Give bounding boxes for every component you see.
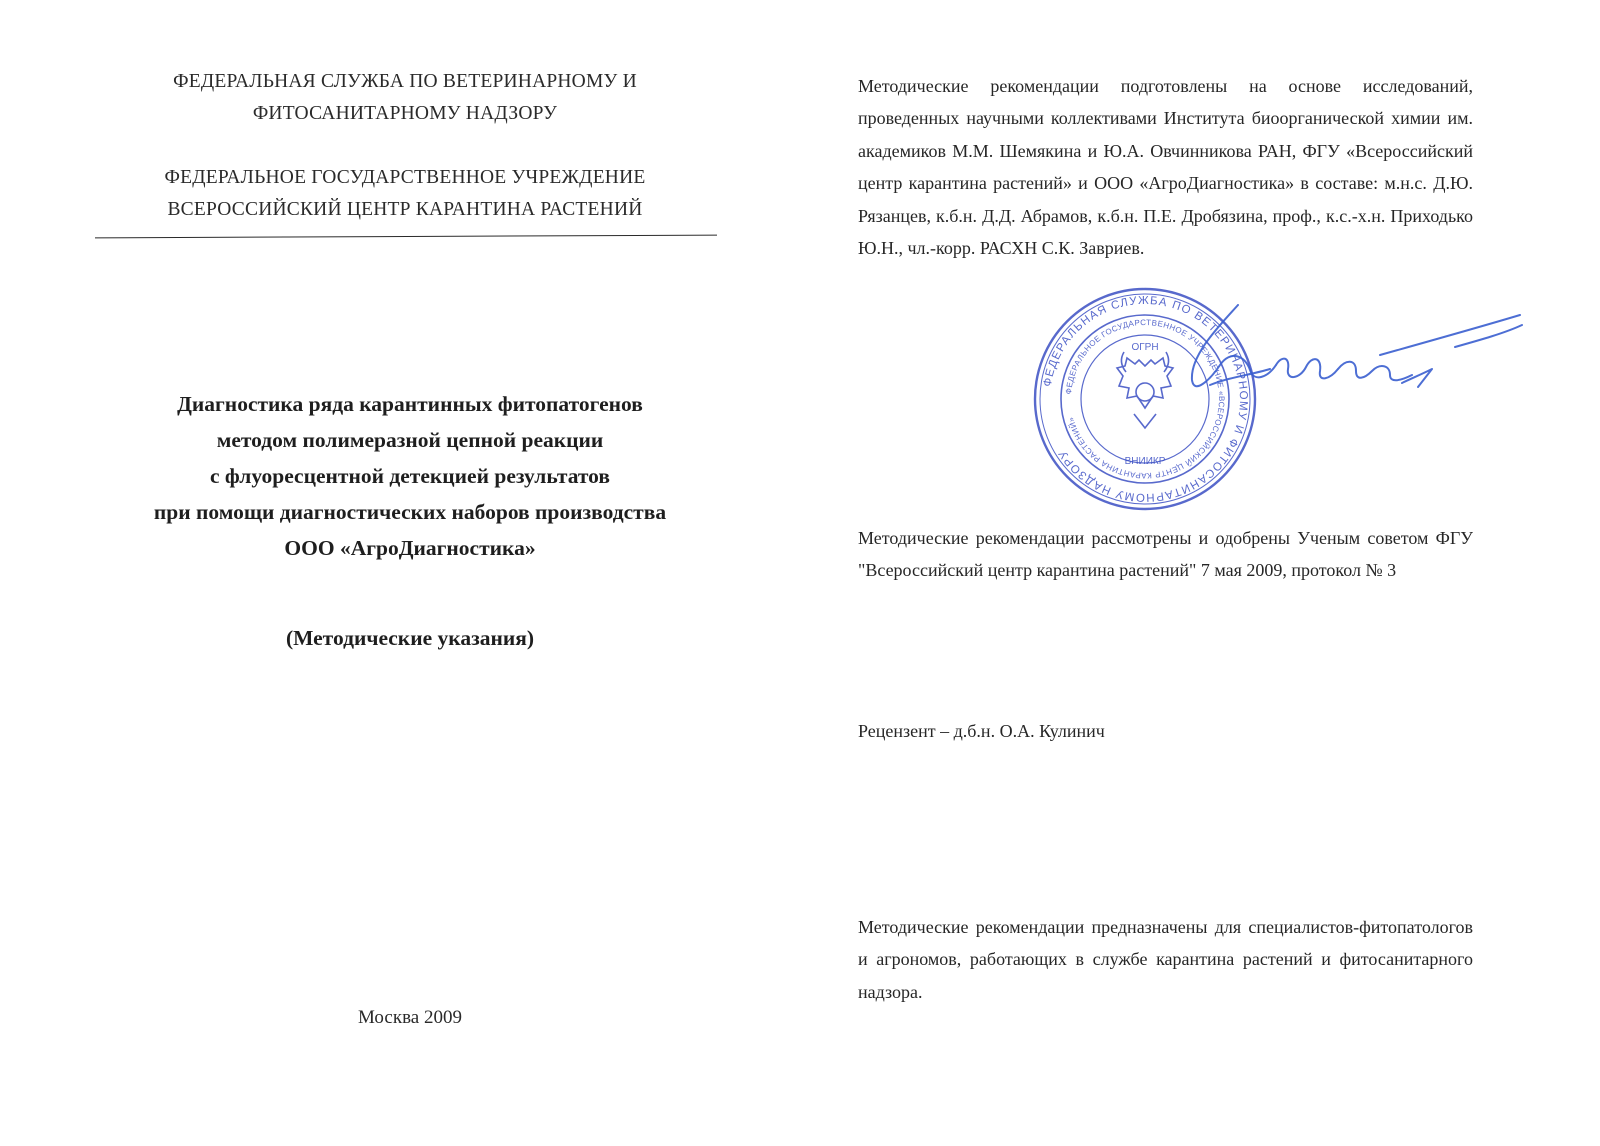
ministry-line-1: ФЕДЕРАЛЬНАЯ СЛУЖБА ПО ВЕТЕРИНАРНОМУ И <box>173 71 637 92</box>
signature <box>1150 285 1530 425</box>
header-divider <box>95 235 717 239</box>
svg-text:ОГРН: ОГРН <box>1131 342 1159 353</box>
approval-paragraph: Методические рекомендации рассмотрены и одобрены Ученым советом ФГУ "Всероссийский центр карантина растений" 7 мая 2009, протокол № 3 <box>858 528 1473 581</box>
svg-text:ФЕДЕРАЛЬНОЕ ГОСУДАРСТВЕННОЕ УЧ: ФЕДЕРАЛЬНОЕ ГОСУДАРСТВЕННОЕ УЧРЕЖДЕНИЕ «ВСЕРОССИЙСКИЙ ЦЕНТР КАРАНТИНА РАСТЕНИЙ» <box>1064 317 1227 481</box>
title-line-5: ООО «АгроДиагностика» <box>284 536 536 560</box>
signature-graphic <box>1150 285 1530 425</box>
authors-paragraph: Методические рекомендации подготовлены на основе исследований, проведенных научными коллективами Института биоорганической химии им. академиков М.М. Шемякина и Ю.А. Овчинникова РАН, ФГУ «Всероссийский центр карантина растений» и ООО «АгроДиагностика» в составе: м.н.с. Д.Ю. Рязанцев, к.б.н. Д.Д. Абрамов, к.б.н. П.Е. Дробязина, проф., к.с.-х.н. Приходько Ю.Н., чл.-корр. РАСХН С.К. Завриев. <box>858 76 1473 259</box>
institution-line-2: ВСЕРОССИЙСКИЙ ЦЕНТР КАРАНТИНА РАСТЕНИЙ <box>167 199 643 220</box>
institution-line-1: ФЕДЕРАЛЬНОЕ ГОСУДАРСТВЕННОЕ УЧРЕЖДЕНИЕ <box>164 167 646 188</box>
title-line-2: методом полимеразной цепной реакции <box>216 428 604 452</box>
title-line-1: Диагностика ряда карантинных фитопатогенов <box>177 392 643 416</box>
svg-text:ФЕДЕРАЛЬНАЯ СЛУЖБА ПО ВЕТЕРИНА: ФЕДЕРАЛЬНАЯ СЛУЖБА ПО ВЕТЕРИНАРНОМУ И ФИТОСАНИТАРНОМУ НАДЗОРУ <box>1041 294 1250 504</box>
reviewer-line: Рецензент – д.б.н. О.А. Кулинич <box>858 721 1105 741</box>
title-line-4: при помощи диагностических наборов производства <box>153 500 667 524</box>
ministry-line-2: ФИТОСАНИТАРНОМУ НАДЗОРУ <box>252 103 558 124</box>
document-title <box>120 386 700 566</box>
place-and-year: Москва 2009 <box>358 1007 462 1028</box>
institution-header <box>95 162 715 226</box>
title-line-3: с флуоресцентной детекцией результатов <box>210 464 610 488</box>
svg-text:ВНИИКР: ВНИИКР <box>1124 456 1166 467</box>
ministry-header <box>95 66 715 130</box>
audience-paragraph: Методические рекомендации предназначены для специалистов-фитопатологов и агрономов, работающих в службе карантина растений и фитосанитарного надзора. <box>858 917 1473 1002</box>
document-subtitle: (Методические указания) <box>285 626 535 650</box>
